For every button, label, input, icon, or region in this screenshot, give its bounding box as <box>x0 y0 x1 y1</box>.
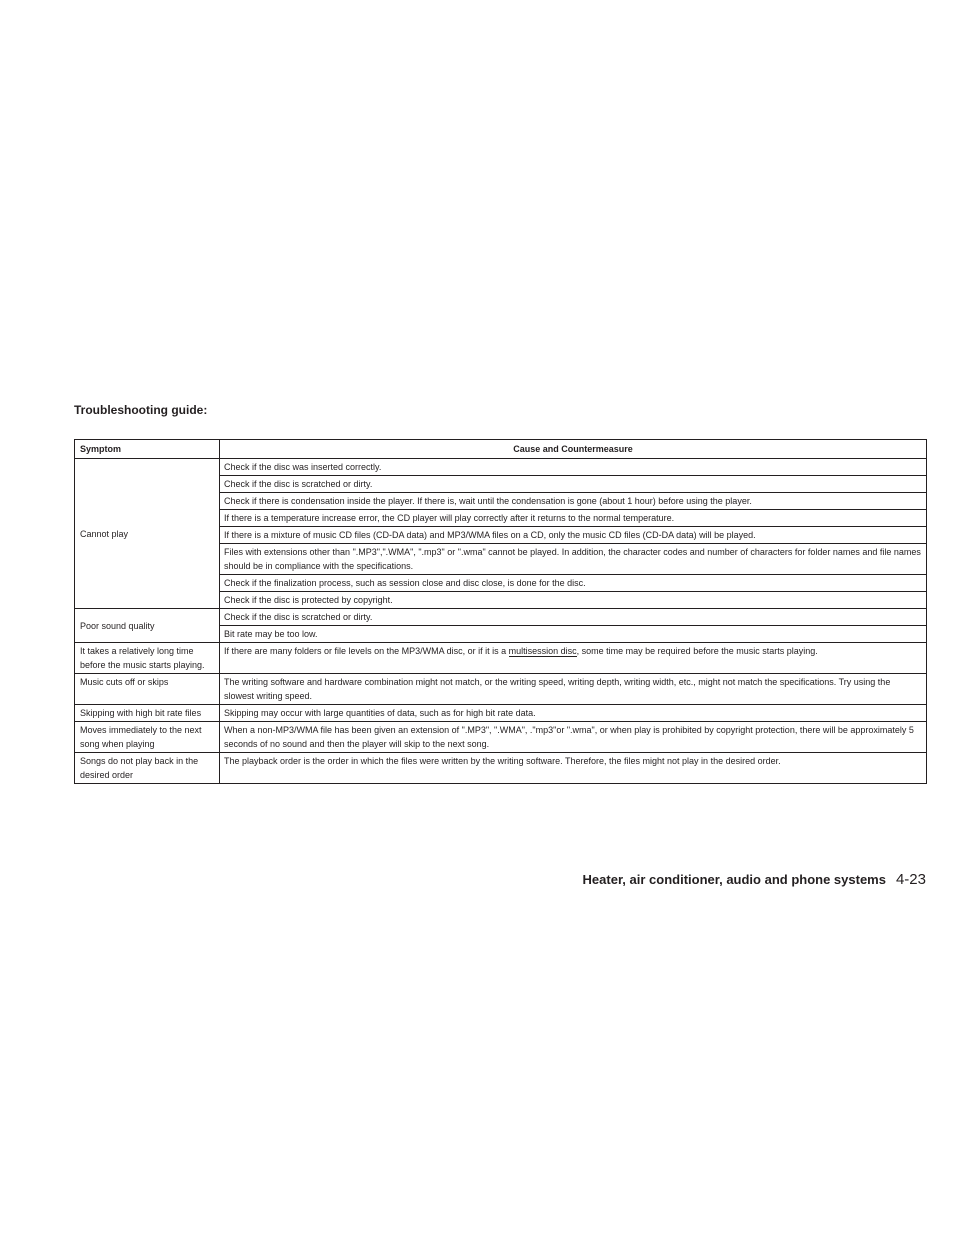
footer-section-title: Heater, air conditioner, audio and phone systems <box>582 872 886 887</box>
table-row <box>75 674 927 705</box>
cause-cell: Files with extensions other than ".MP3",".WMA", ".mp3" or ".wma" cannot be played. In addition, the character codes and number of characters for folder names and file names should be in compliance with the specifications. <box>220 544 927 575</box>
cause-cell: If there is a mixture of music CD files (CD-DA data) and MP3/WMA files on a CD, only the music CD files (CD-DA data) will be played. <box>220 527 927 544</box>
cause-cell: When a non-MP3/WMA file has been given an extension of ".MP3", ".WMA", ."mp3"or ".wma", or when play is prohibited by copyright protection, there will be approximately 5 seconds of no sound and then the player will skip to the next song. <box>220 722 927 753</box>
table-row <box>75 459 927 476</box>
table-row <box>75 753 927 784</box>
cause-text: , some time may be required before the music starts playing. <box>576 646 818 656</box>
symptom-cell: Music cuts off or skips <box>75 674 220 705</box>
cause-cell: Bit rate may be too low. <box>220 626 927 643</box>
cause-cell: Check if the disc was inserted correctly. <box>220 459 927 476</box>
cause-cell: Check if the disc is scratched or dirty. <box>220 609 927 626</box>
table-header-row <box>75 440 927 459</box>
cause-cell: Skipping may occur with large quantities of data, such as for high bit rate data. <box>220 705 927 722</box>
symptom-cell: Poor sound quality <box>75 609 220 643</box>
header-cause: Cause and Countermeasure <box>220 440 927 459</box>
troubleshooting-table <box>74 439 927 784</box>
cause-cell: Check if the disc is scratched or dirty. <box>220 476 927 493</box>
symptom-cell: Skipping with high bit rate files <box>75 705 220 722</box>
cause-cell: Check if the finalization process, such as session close and disc close, is done for the disc. <box>220 575 927 592</box>
page-number: 4-23 <box>895 871 926 888</box>
symptom-cell: It takes a relatively long time before the music starts playing. <box>75 643 220 674</box>
table-row <box>75 609 927 626</box>
header-symptom: Symptom <box>75 440 220 459</box>
multisession-term: multisession disc <box>508 646 577 656</box>
cause-cell: If there is a temperature increase error, the CD player will play correctly after it returns to the normal temperature. <box>220 510 927 527</box>
cause-cell: Check if there is condensation inside the player. If there is, wait until the condensation is gone (about 1 hour) before using the player. <box>220 493 927 510</box>
symptom-cell: Songs do not play back in the desired order <box>75 753 220 784</box>
section-heading: Troubleshooting guide: <box>74 403 208 417</box>
page-footer <box>583 871 926 888</box>
cause-cell <box>220 643 927 674</box>
table-row <box>75 722 927 753</box>
symptom-cell: Moves immediately to the next song when playing <box>75 722 220 753</box>
table-row <box>75 705 927 722</box>
cause-text: If there are many folders or file levels on the MP3/WMA disc, or if it is a <box>224 646 509 656</box>
cause-cell: The writing software and hardware combination might not match, or the writing speed, writing depth, writing width, etc., might not match the specifications. Try using the slowest writing speed. <box>220 674 927 705</box>
table-row <box>75 643 927 674</box>
symptom-cell: Cannot play <box>75 459 220 609</box>
cause-cell: The playback order is the order in which the files were written by the writing software. Therefore, the files might not play in the desired order. <box>220 753 927 784</box>
cause-cell: Check if the disc is protected by copyright. <box>220 592 927 609</box>
